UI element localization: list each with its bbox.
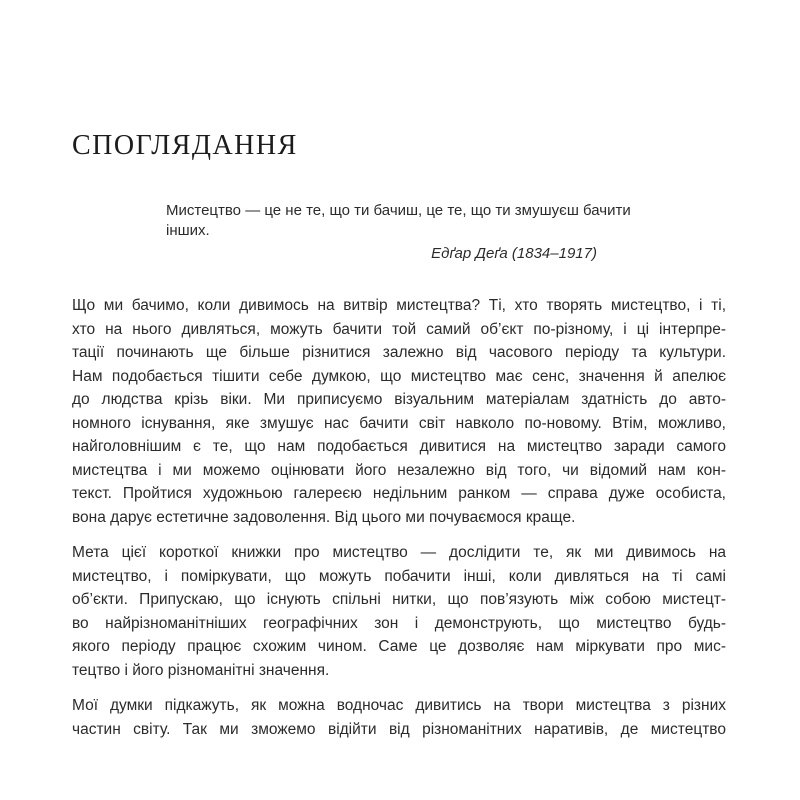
text-line: об’єкти. Припускаю, що існують спільні нитки, що пов’язують між собою мистецт- xyxy=(72,591,726,608)
text-line: мистецтво, і поміркувати, що можуть побачити інші, коли дивляться на ті самі xyxy=(72,567,726,585)
paragraph xyxy=(72,294,726,529)
body-text xyxy=(72,294,726,753)
epigraph-line: інших. xyxy=(166,222,210,239)
text-line: якого періоду працює схожим чином. Саме це дозволяє нам міркувати про мис- xyxy=(72,638,726,655)
paragraph xyxy=(72,694,726,741)
text-line: текст. Пройтися художньою галереєю недільним ранком — справа дуже особиста, xyxy=(72,485,726,502)
text-line: Мета цієї короткої книжки про мистецтво — дослідити те, як ми дивимось на xyxy=(72,544,726,561)
epigraph-line: Мистецтво — це не те, що ти бачиш, це те, що ти змушуєш бачити xyxy=(166,202,631,219)
text-line: найголовнішим є те, що нам подобається дивитися на мистецтво заради самого xyxy=(72,438,726,455)
text-line: Мої думки підкажуть, як можна водночас дивитись на твори мистецтва з різних xyxy=(72,697,726,714)
text-line: Що ми бачимо, коли дивимось на витвір мистецтва? Ті, хто творять мистецтво, і ті, xyxy=(72,297,726,314)
chapter-title: СПОГЛЯДАННЯ xyxy=(72,130,298,161)
text-line: мистецтва і ми можемо оцінювати його незалежно від того, чи відомий нам кон- xyxy=(72,461,726,479)
text-line: тецтво і його різноманітні значення. xyxy=(72,661,330,679)
text-line: хто на нього дивляться, можуть бачити той самий об’єкт по-різному, і ці інтерпре- xyxy=(72,320,726,338)
text-line: во найрізноманітніших географічних зон і демонструють, що мистецтво будь- xyxy=(72,614,726,632)
text-line: номного існування, яке змушує нас бачити світ навколо по-новому. Втім, можливо, xyxy=(72,414,726,432)
text-line: частин світу. Так ми зможемо відійти від різноманітних наративів, де мистецтво xyxy=(72,720,726,738)
text-line: вона дарує естетичне задоволення. Від цього ми почуваємося краще. xyxy=(72,508,576,526)
epigraph-attribution: Едґар Деґа (1834–1917) xyxy=(431,245,597,262)
text-line: до людства крізь віки. Ми приписуємо візуальним матеріалам здатність до авто- xyxy=(72,391,726,408)
epigraph xyxy=(166,201,640,264)
text-line: Нам подобається тішити себе думкою, що мистецтво має сенс, значення й апелює xyxy=(72,367,726,385)
text-line: тації починають ще більше різнитися залежно від часового періоду та культури. xyxy=(72,344,726,361)
paragraph xyxy=(72,541,726,682)
